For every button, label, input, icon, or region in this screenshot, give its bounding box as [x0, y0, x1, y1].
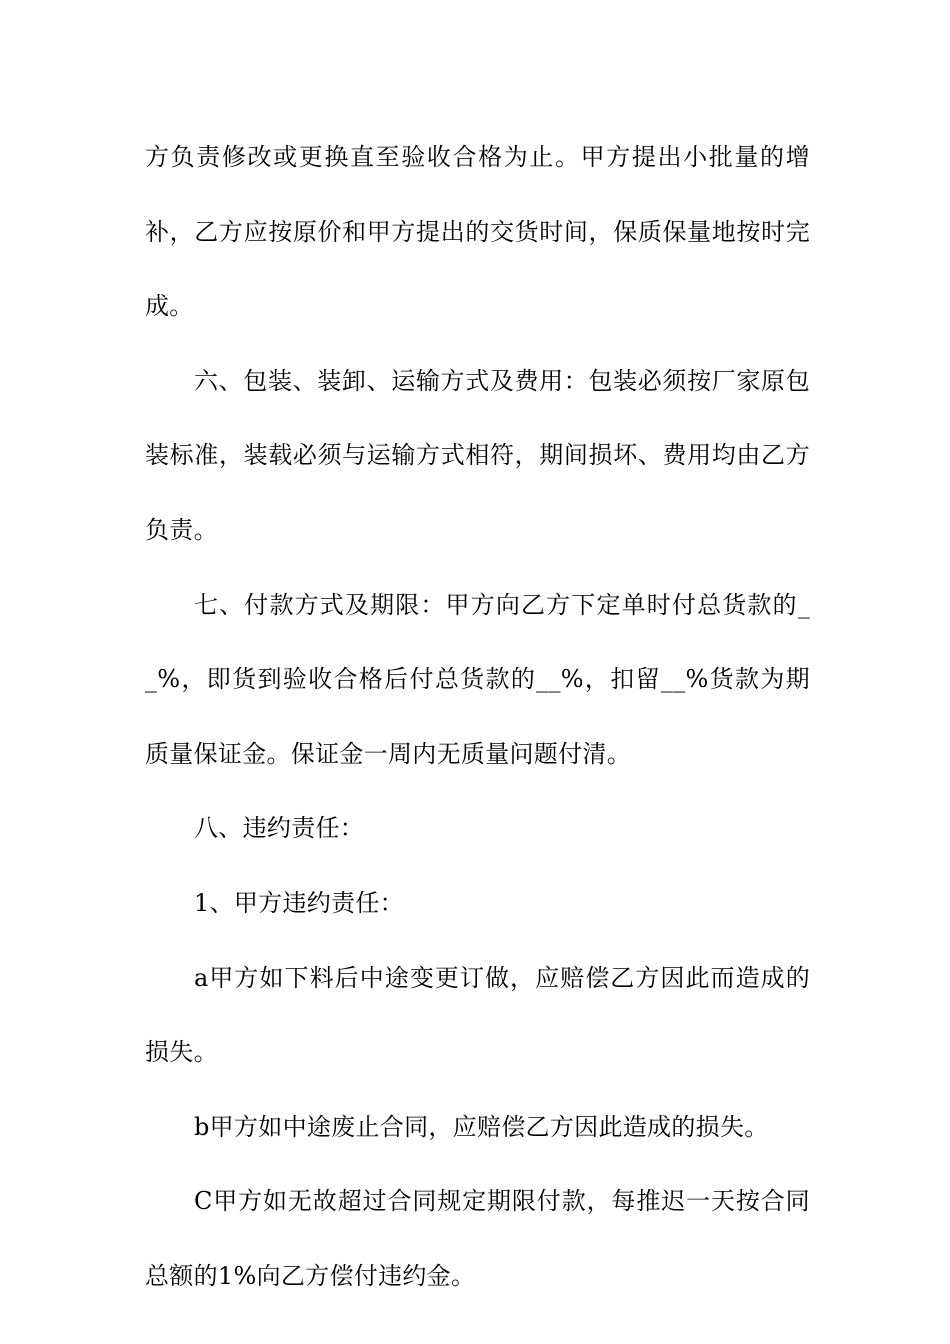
paragraph-payment: 七、付款方式及期限：甲方向乙方下定单时付总货款的__%，即货到验收合格后付总货款的__%，扣留__%货款为期质量保证金。保证金一周内无质量问题付清。 — [145, 590, 810, 768]
paragraph-packaging: 六、包装、装卸、运输方式及费用：包装必须按厂家原包装标准，装载必须与运输方式相符，期间损坏、费用均由乙方负责。 — [145, 366, 810, 544]
paragraph-clause-b: b甲方如中途废止合同，应赔偿乙方因此造成的损失。 — [194, 1112, 769, 1141]
paragraph-clause-c: C甲方如无故超过合同规定期限付款，每推迟一天按合同总额的1%向乙方偿付违约金。 — [145, 1187, 810, 1290]
paragraph-breach-heading: 八、违约责任： — [194, 814, 365, 843]
paragraph-party-a-breach: 1、甲方违约责任： — [194, 888, 404, 917]
document-body — [145, 120, 810, 1314]
paragraph-clause-a: a甲方如下料后中途变更订做，应赔偿乙方因此而造成的损失。 — [145, 963, 810, 1067]
paragraph-quality-repair: 方负责修改或更换直至验收合格为止。甲方提出小批量的增补，乙方应按原价和甲方提出的交货时间，保质保量地按时完成。 — [145, 143, 810, 321]
